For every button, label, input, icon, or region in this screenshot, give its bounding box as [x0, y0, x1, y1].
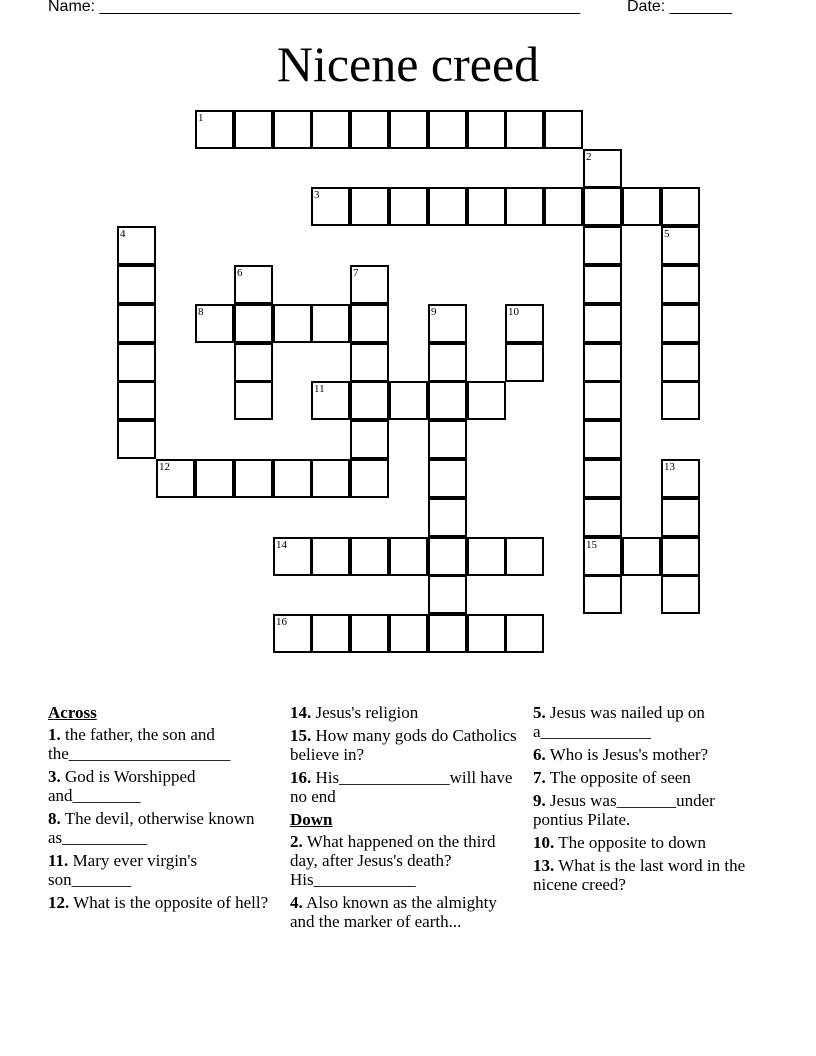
crossword-cell[interactable]: [273, 537, 312, 576]
clue-number: 6.: [533, 745, 546, 764]
clue-text: What is the opposite of hell?: [69, 893, 269, 912]
crossword-cell[interactable]: [661, 537, 700, 576]
crossword-cell[interactable]: [661, 498, 700, 537]
clue-text: The devil, otherwise known as__________: [48, 809, 255, 847]
clue-text: Also known as the almighty and the marker of earth...: [290, 893, 497, 931]
clue-number-label: 4: [120, 228, 126, 240]
crossword-cell[interactable]: [505, 304, 544, 343]
crossword-cell[interactable]: [350, 110, 389, 149]
crossword-cell[interactable]: [350, 265, 389, 304]
crossword-cell[interactable]: [117, 304, 156, 343]
crossword-cell[interactable]: [505, 614, 544, 653]
crossword-cell[interactable]: [583, 187, 622, 226]
crossword-cell[interactable]: [428, 575, 467, 614]
crossword-cell[interactable]: [350, 459, 389, 498]
crossword-cell[interactable]: [544, 187, 583, 226]
crossword-cell[interactable]: [350, 537, 389, 576]
crossword-cell[interactable]: [661, 187, 700, 226]
crossword-cell[interactable]: [117, 381, 156, 420]
clue-text: How many gods do Catholics believe in?: [290, 726, 517, 764]
clue-number: 2.: [290, 832, 303, 851]
crossword-cell[interactable]: [273, 614, 312, 653]
crossword-cell[interactable]: [195, 110, 234, 149]
crossword-cell[interactable]: [389, 110, 428, 149]
clue-text: His_____________will have no end: [290, 768, 513, 806]
down-clue: [290, 893, 525, 931]
crossword-cell[interactable]: [661, 265, 700, 304]
crossword-cell[interactable]: [467, 614, 506, 653]
crossword-cell[interactable]: [350, 381, 389, 420]
clue-number-label: 6: [237, 267, 243, 279]
crossword-cell[interactable]: [311, 110, 350, 149]
crossword-cell[interactable]: [428, 498, 467, 537]
clue-number: 8.: [48, 809, 61, 828]
clue-number: 3.: [48, 767, 61, 786]
across-clue: [290, 726, 525, 764]
across-clue: [290, 768, 525, 806]
crossword-cell[interactable]: [583, 381, 622, 420]
crossword-cell[interactable]: [273, 110, 312, 149]
clue-text: The opposite of seen: [545, 768, 691, 787]
crossword-cell[interactable]: [428, 381, 467, 420]
crossword-cell[interactable]: [661, 343, 700, 382]
crossword-cell[interactable]: [117, 420, 156, 459]
clue-text: What happened on the third day, after Jesus's death? His____________: [290, 832, 496, 889]
clue-number: 12.: [48, 893, 70, 912]
clue-number-label: 13: [664, 461, 675, 473]
page-title: Nicene creed: [276, 36, 540, 92]
crossword-cell[interactable]: [428, 537, 467, 576]
crossword-cell[interactable]: [583, 498, 622, 537]
crossword-cell[interactable]: [505, 110, 544, 149]
clue-number: 13.: [533, 856, 555, 875]
crossword-cell[interactable]: [389, 537, 428, 576]
across-clue: [48, 851, 273, 889]
crossword-cell[interactable]: [234, 381, 273, 420]
crossword-cell[interactable]: [117, 226, 156, 265]
down-heading: Down: [290, 810, 333, 829]
crossword-cell[interactable]: [311, 459, 350, 498]
crossword-cell[interactable]: [350, 614, 389, 653]
across-heading: Across: [48, 703, 97, 722]
crossword-cell[interactable]: [467, 381, 506, 420]
crossword-cell[interactable]: [273, 304, 312, 343]
clue-column-1: [48, 703, 273, 916]
crossword-cell[interactable]: [583, 226, 622, 265]
crossword-cell[interactable]: [661, 381, 700, 420]
clue-column-3: [533, 703, 748, 898]
crossword-cell[interactable]: [583, 304, 622, 343]
crossword-cell[interactable]: [311, 187, 350, 226]
crossword-cell[interactable]: [661, 459, 700, 498]
crossword-cell[interactable]: [661, 226, 700, 265]
date-field-label: Date: _______: [627, 0, 732, 15]
crossword-cell[interactable]: [311, 304, 350, 343]
crossword-cell[interactable]: [350, 304, 389, 343]
crossword-cell[interactable]: [117, 343, 156, 382]
down-clue: [533, 745, 748, 764]
crossword-cell[interactable]: [622, 537, 661, 576]
crossword-cell[interactable]: [467, 537, 506, 576]
clue-number-label: 10: [508, 306, 519, 318]
clue-number: 14.: [290, 703, 312, 722]
crossword-cell[interactable]: [505, 343, 544, 382]
crossword-cell[interactable]: [428, 187, 467, 226]
clue-number-label: 15: [586, 539, 597, 551]
clue-number: 5.: [533, 703, 546, 722]
crossword-cell[interactable]: [195, 459, 234, 498]
clue-number: 9.: [533, 791, 546, 810]
clue-text: Mary ever virgin's son_______: [48, 851, 198, 889]
crossword-cell[interactable]: [311, 537, 350, 576]
crossword-cell[interactable]: [311, 614, 350, 653]
down-clue: [290, 832, 525, 889]
crossword-cell[interactable]: [583, 575, 622, 614]
clue-text: Jesus was nailed up on a_____________: [533, 703, 705, 741]
clue-number-label: 3: [314, 189, 320, 201]
across-clue: [48, 893, 273, 912]
crossword-cell[interactable]: [583, 537, 622, 576]
crossword-cell[interactable]: [467, 110, 506, 149]
crossword-cell[interactable]: [234, 459, 273, 498]
clue-text: Who is Jesus's mother?: [545, 745, 709, 764]
crossword-cell[interactable]: [583, 459, 622, 498]
clue-number-label: 12: [159, 461, 170, 473]
clue-number: 16.: [290, 768, 312, 787]
crossword-cell[interactable]: [234, 343, 273, 382]
crossword-cell[interactable]: [156, 459, 195, 498]
crossword-cell[interactable]: [467, 187, 506, 226]
clue-number: 7.: [533, 768, 546, 787]
across-clue: [48, 809, 273, 847]
clue-number: 1.: [48, 725, 61, 744]
crossword-cell[interactable]: [428, 343, 467, 382]
crossword-cell[interactable]: [350, 187, 389, 226]
clue-number-label: 7: [353, 267, 359, 279]
crossword-cell[interactable]: [350, 420, 389, 459]
clue-number: 4.: [290, 893, 303, 912]
crossword-cell[interactable]: [195, 304, 234, 343]
crossword-cell[interactable]: [428, 304, 467, 343]
clue-text: God is Worshipped and________: [48, 767, 196, 805]
crossword-cell[interactable]: [622, 187, 661, 226]
across-clue: [48, 725, 273, 763]
clue-text: The opposite to down: [554, 833, 706, 852]
crossword-cell[interactable]: [428, 614, 467, 653]
name-field-label: Name: ______________________________________________________: [48, 0, 581, 15]
clue-column-2: [290, 703, 525, 935]
crossword-cell[interactable]: [428, 110, 467, 149]
crossword-cell[interactable]: [428, 459, 467, 498]
crossword-cell[interactable]: [117, 265, 156, 304]
crossword-cell[interactable]: [505, 187, 544, 226]
down-clue: [533, 856, 748, 894]
crossword-cell[interactable]: [583, 420, 622, 459]
clue-number: 15.: [290, 726, 312, 745]
down-clue: [533, 791, 748, 829]
crossword-cell[interactable]: [583, 343, 622, 382]
crossword-cell[interactable]: [661, 575, 700, 614]
clue-number: 10.: [533, 833, 555, 852]
crossword-cell[interactable]: [583, 149, 622, 188]
clue-number-label: 2: [586, 151, 592, 163]
down-clue: [533, 833, 748, 852]
clue-number-label: 8: [198, 306, 204, 318]
crossword-cell[interactable]: [661, 304, 700, 343]
across-clue: [290, 703, 525, 722]
clue-text: Jesus was_______under pontius Pilate.: [533, 791, 715, 829]
crossword-cell[interactable]: [544, 110, 583, 149]
crossword-cell[interactable]: [389, 614, 428, 653]
clue-number-label: 5: [664, 228, 670, 240]
clue-text: What is the last word in the nicene creed?: [533, 856, 746, 894]
crossword-cell[interactable]: [389, 187, 428, 226]
crossword-cell[interactable]: [273, 459, 312, 498]
crossword-cell[interactable]: [583, 265, 622, 304]
clue-number: 11.: [48, 851, 69, 870]
crossword-cell[interactable]: [234, 304, 273, 343]
crossword-cell[interactable]: [350, 343, 389, 382]
clue-number-label: 16: [276, 616, 287, 628]
clue-number-label: 1: [198, 112, 204, 124]
crossword-cell[interactable]: [234, 110, 273, 149]
clue-text: Jesus's religion: [311, 703, 419, 722]
clue-number-label: 14: [276, 539, 287, 551]
crossword-cell[interactable]: [428, 420, 467, 459]
clue-text: the father, the son and the___________________: [48, 725, 231, 763]
crossword-cell[interactable]: [505, 537, 544, 576]
crossword-cell[interactable]: [389, 381, 428, 420]
clue-number-label: 9: [431, 306, 437, 318]
across-clue: [48, 767, 273, 805]
clue-number-label: 11: [314, 383, 325, 395]
down-clue: [533, 768, 748, 787]
crossword-cell[interactable]: [311, 381, 350, 420]
down-clue: [533, 703, 748, 741]
crossword-cell[interactable]: [234, 265, 273, 304]
